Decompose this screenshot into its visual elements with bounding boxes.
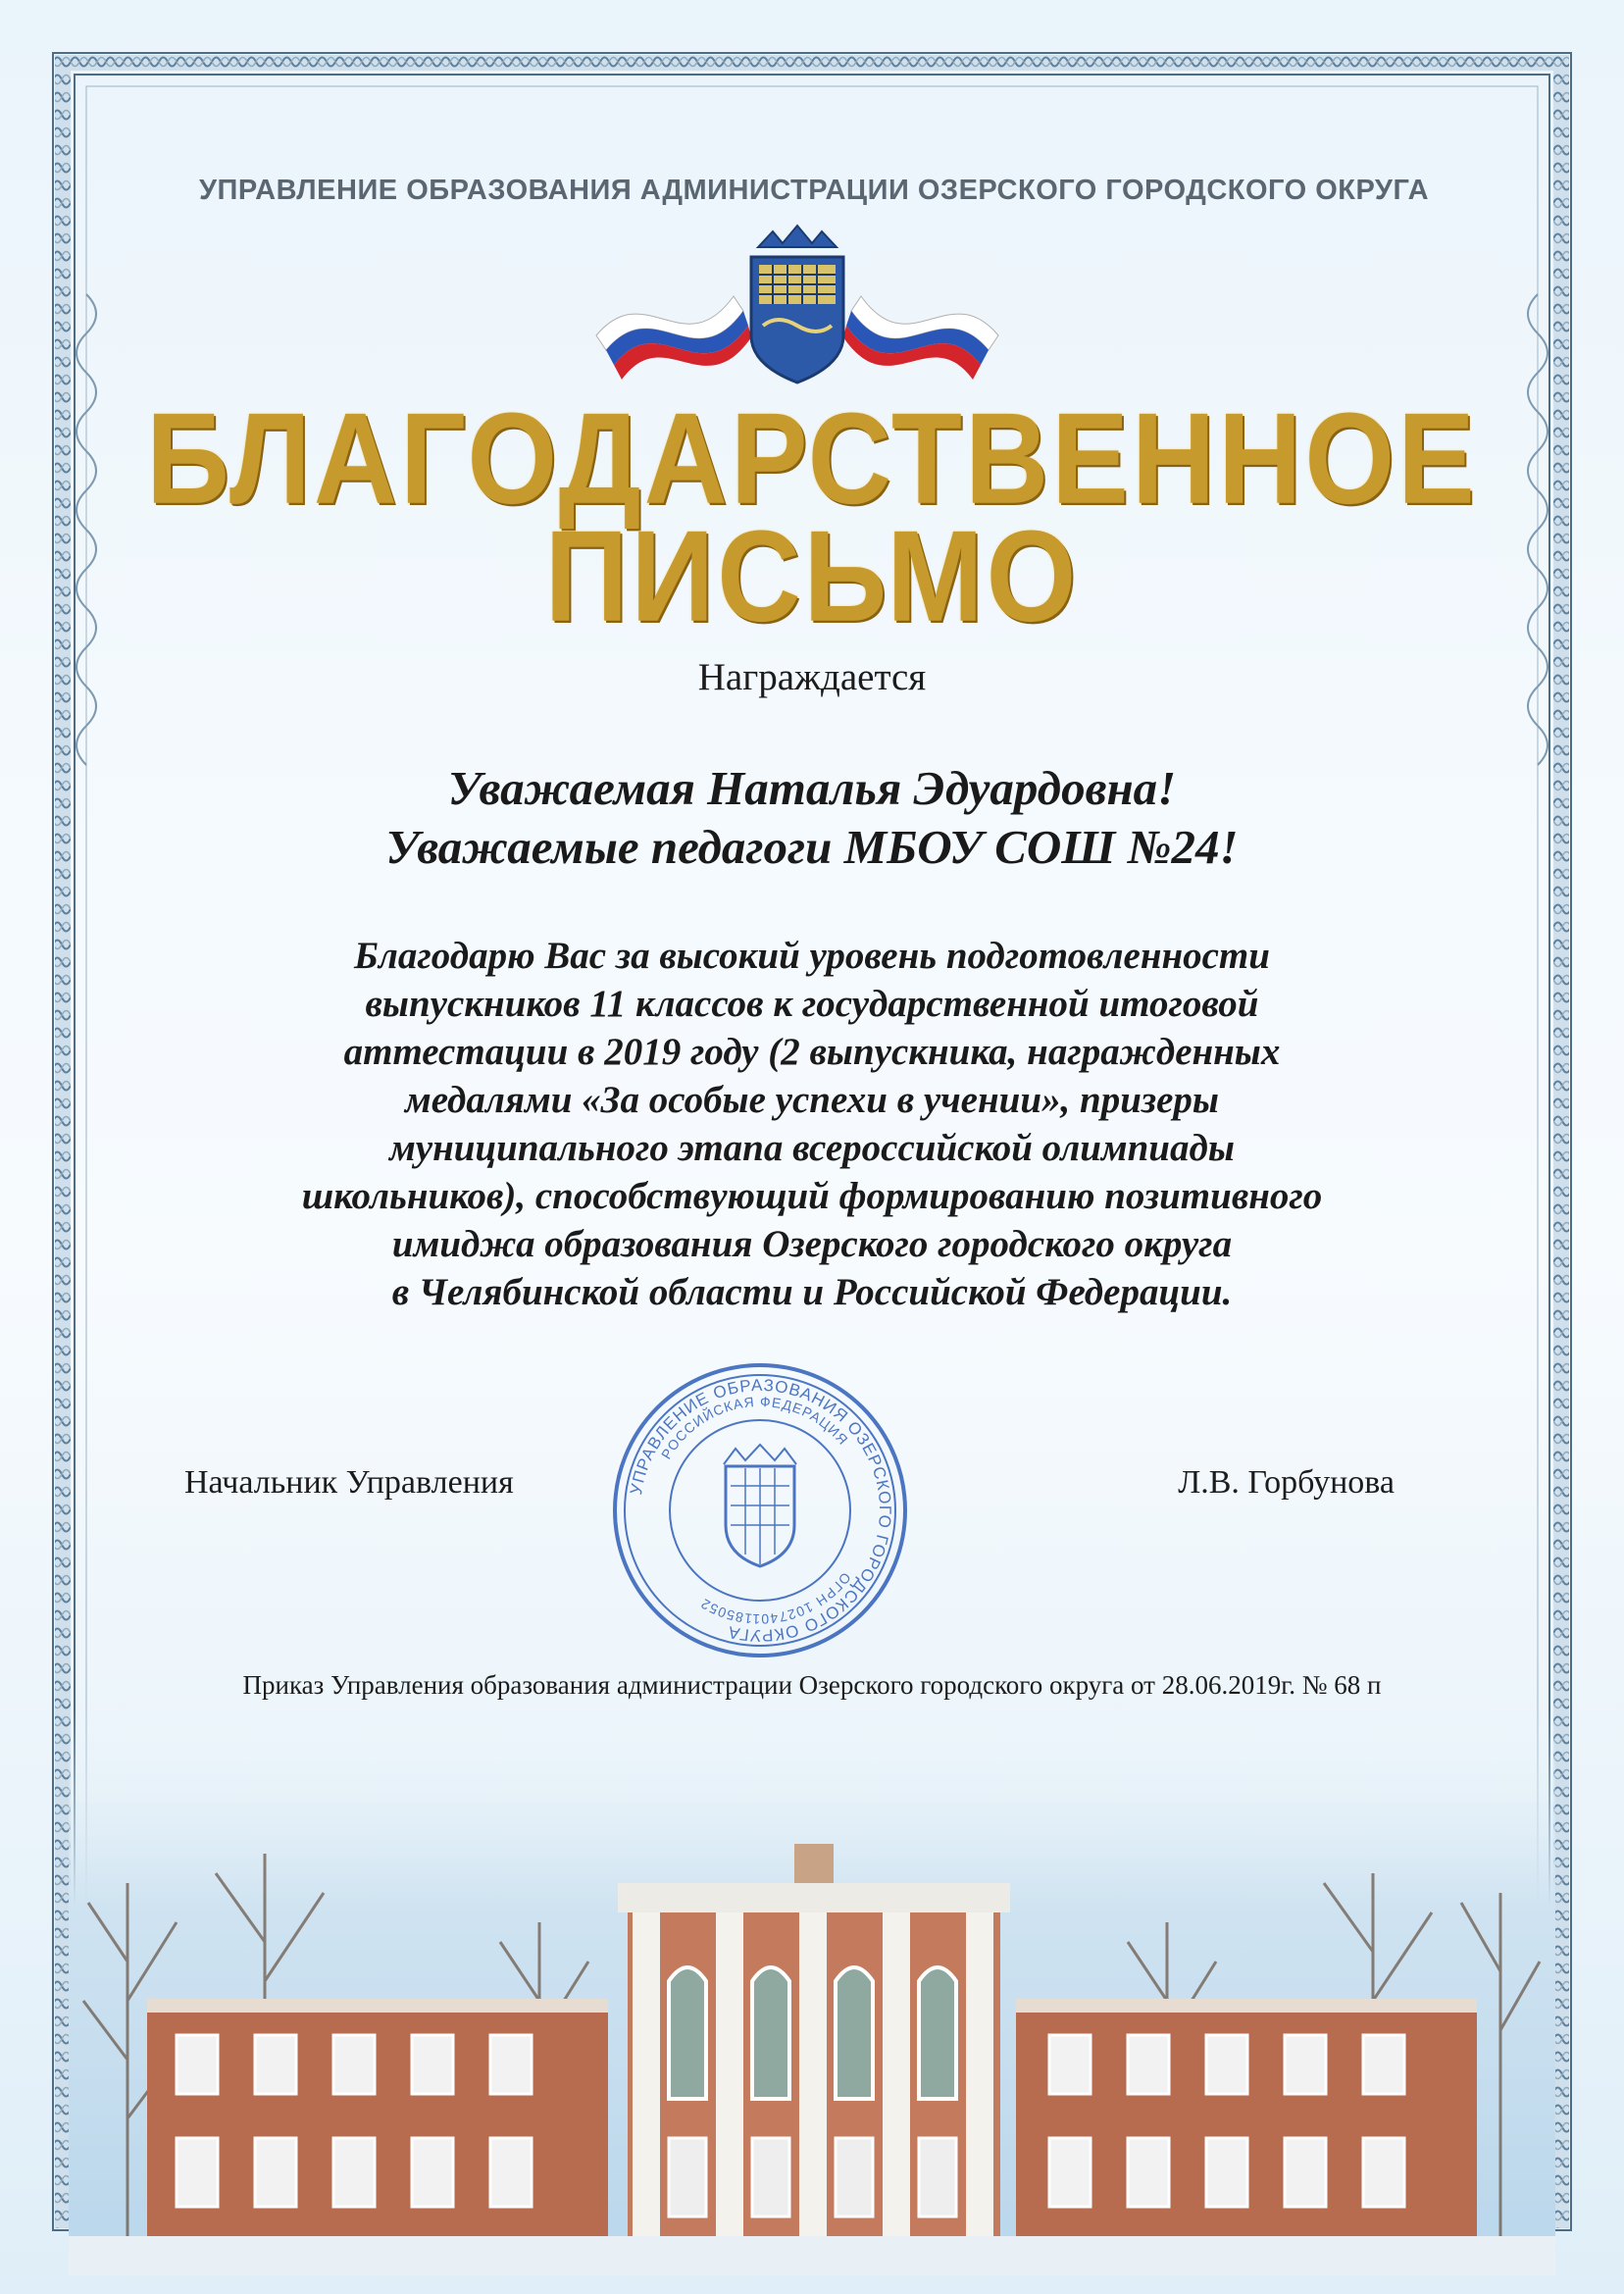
title-line-1: БЛАГОДАРСТВЕННОЕ <box>146 386 1478 532</box>
body-line: в Челябинской области и Российской Федерации. <box>391 1271 1233 1313</box>
title-line-2: ПИСЬМО <box>544 504 1080 649</box>
signatory-position: Начальник Управления <box>184 1464 514 1501</box>
signatory-name: Л.В. Горбунова <box>1178 1464 1395 1501</box>
body-line: аттестации в 2019 году (2 выпускника, награжденных <box>343 1031 1281 1073</box>
body-line: имиджа образования Озерского городского округа <box>391 1223 1233 1265</box>
stamp-inner-text: УПРАВЛЕНИЕ ОБРАЗОВАНИЯ ОЗЕРСКОГО ГОРОДСКОГО ОКРУГА <box>627 1375 895 1646</box>
coat-of-arms-emblem <box>586 218 1008 389</box>
body-line: Благодарю Вас за высокий уровень подготовленности <box>354 935 1270 977</box>
gratitude-text <box>196 932 1428 1316</box>
official-stamp <box>608 1358 912 1662</box>
stamp-ogrn: ОГРН 1027401185052 <box>697 1569 854 1628</box>
body-line: медалями «За особые успехи в учении», призеры <box>405 1079 1219 1121</box>
stamp-outer-text: РОССИЙСКАЯ ФЕДЕРАЦИЯ <box>657 1393 852 1462</box>
body-line: муниципального этапа всероссийской олимпиады <box>389 1127 1235 1169</box>
organization-header: УПРАВЛЕНИЕ ОБРАЗОВАНИЯ АДМИНИСТРАЦИИ ОЗЕРСКОГО ГОРОДСКОГО ОКРУГА <box>198 175 1430 206</box>
body-line: выпускников 11 классов к государственной итоговой <box>365 983 1259 1025</box>
awarded-label: Награждается <box>697 656 927 698</box>
order-reference: Приказ Управления образования администрации Озерского городского округа от 28.06.2019г. № 68 п <box>242 1670 1382 1700</box>
building-illustration <box>69 1707 1555 2275</box>
body-line: школьников), способствующий формированию позитивного <box>301 1175 1323 1217</box>
addressee-line-1: Уважаемая Наталья Эдуардовна! <box>447 761 1177 815</box>
addressee-line-2: Уважаемые педагоги МБОУ СОШ №24! <box>385 820 1239 874</box>
